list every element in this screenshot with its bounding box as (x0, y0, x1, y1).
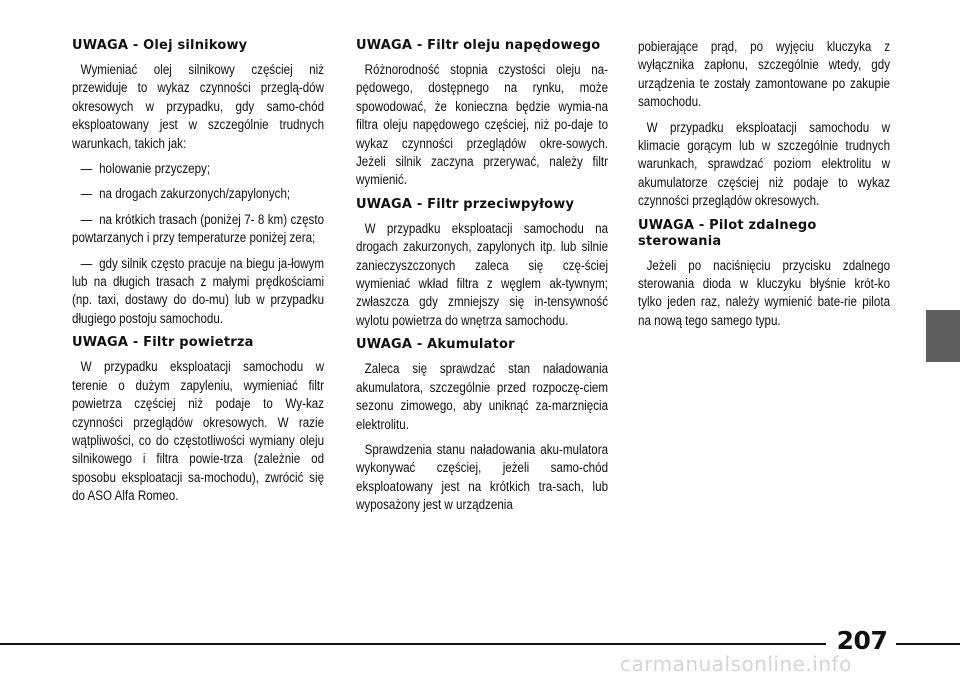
dash-icon: — (80, 161, 93, 177)
list-item-text: holowanie przyczepy; (99, 161, 211, 177)
section-heading-battery: UWAGA - Akumulator (356, 337, 515, 353)
dash-icon: — (80, 186, 93, 202)
dash-icon: — (80, 211, 93, 227)
footer-rule-left (0, 643, 826, 645)
section-heading-air-filter: UWAGA - Filtr powietrza (72, 335, 254, 351)
dash-icon: — (80, 255, 93, 271)
footer-rule-right (896, 643, 960, 645)
list-item (72, 160, 324, 178)
engine-oil-paragraph: Wymieniać olej silnikowy częściej niż przewiduje to wykaz czynności przeglą-dów okresowych w przypadku, gdy samo-chód eksploatowany jest w szczególnie trudnych warunkach, takich jak: (72, 62, 325, 151)
battery-paragraph-continued: pobierające prąd, po wyjęciu kluczyka z wyłącznika zapłonu, szczególnie wtedy, gdy urządzenia te zostały zamontowane po zakupie samochodu. (638, 39, 891, 110)
chapter-tab-marker (926, 310, 960, 362)
section-heading-pollen-filter: UWAGA - Filtr przeciwpyłowy (356, 196, 575, 212)
column-1 (72, 38, 324, 513)
page-number: 207 (836, 626, 888, 655)
list-item (72, 255, 324, 329)
battery-hot-climate-paragraph: W przypadku eksploatacji samochodu w klimacie gorącym lub w szczególnie trudnych warunkach, sprawdzać poziom elektrolitu w akumulatorze częściej niż podaje to wykaz czynności przeglądów okresowych. (638, 119, 891, 209)
battery-paragraph-2: Sprawdzenia stanu naładowania aku-mulatora wykonywać częściej, jeżeli samo-chód eksploatowany jest na krótkich tra-sach, lub wyposażony jest w urządzenia (356, 441, 609, 513)
remote-control-paragraph: Jeżeli po naciśnięciu przycisku zdalnego sterowania dioda w kluczyku błyśnie krót-ko tylko jeden raz, należy wymienić bate-rie pilota na nową tego samego typu. (638, 257, 891, 328)
battery-paragraph-1: Zaleca się sprawdzać stan naładowania akumulatora, szczególnie przed rozpoczę-ciem sezonu zimowego, aby uniknąć za-marznięcia elektrolitu. (356, 361, 609, 432)
list-item (72, 211, 324, 248)
list-item-text: gdy silnik często pracuje na biegu ja-łowym lub na długich trasach z małymi prędkościami (np. taxi, dostawy do do-mu) lub w przypadku długiego postoju samochodu. (72, 255, 325, 326)
section-heading-engine-oil: UWAGA - Olej silnikowy (72, 38, 248, 53)
column-3 (638, 38, 890, 337)
watermark-text: carmanualsonline.info (620, 652, 852, 676)
air-filter-paragraph: W przypadku eksploatacji samochodu w terenie o dużym zapyleniu, wymieniać filtr powietrza częściej niż podaje to Wy-kaz czynności przeglądów okresowych. W razie wątpliwości, co do częstotliwości wymiany oleju silnikowego i filtra powie-trza (zależnie od sposobu eksploatacji sa-mochodu), zwrócić się do ASO Alfa Romeo. (72, 359, 325, 504)
column-2 (356, 38, 608, 522)
pollen-filter-paragraph: W przypadku eksploatacji samochodu na drogach zakurzonych, zapylonych itp. lub silnie zanieczyszczonych zaleca się czę-ściej wymieniać wkład filtra z węglem ak-tywnym; zwłaszcza gdy zmniejszy się in-tensywność wylotu powietrza do wnętrza samochodu. (356, 220, 609, 328)
section-heading-diesel-filter: UWAGA - Filtr oleju napędowego (356, 38, 601, 53)
list-item (72, 185, 324, 203)
list-item-text: na drogach zakurzonych/zapylonych; (99, 186, 291, 202)
diesel-filter-paragraph: Różnorodność stopnia czystości oleju na-pędowego, dostępnego na rynku, może spowodować, że konieczna będzie wymia-na filtra oleju napędowego częściej, niż po-daje to wykaz czynności przeglądów okre-sowych. Jeżeli silnik zaczyna przerywać, należy filtr wymienić. (356, 62, 609, 188)
list-item-text: na krótkich trasach (poniżej 7- 8 km) często powtarzanych i przy temperaturze poniżej zera; (72, 211, 325, 246)
section-heading-remote-control: UWAGA - Pilot zdalnego sterowania (638, 217, 817, 249)
